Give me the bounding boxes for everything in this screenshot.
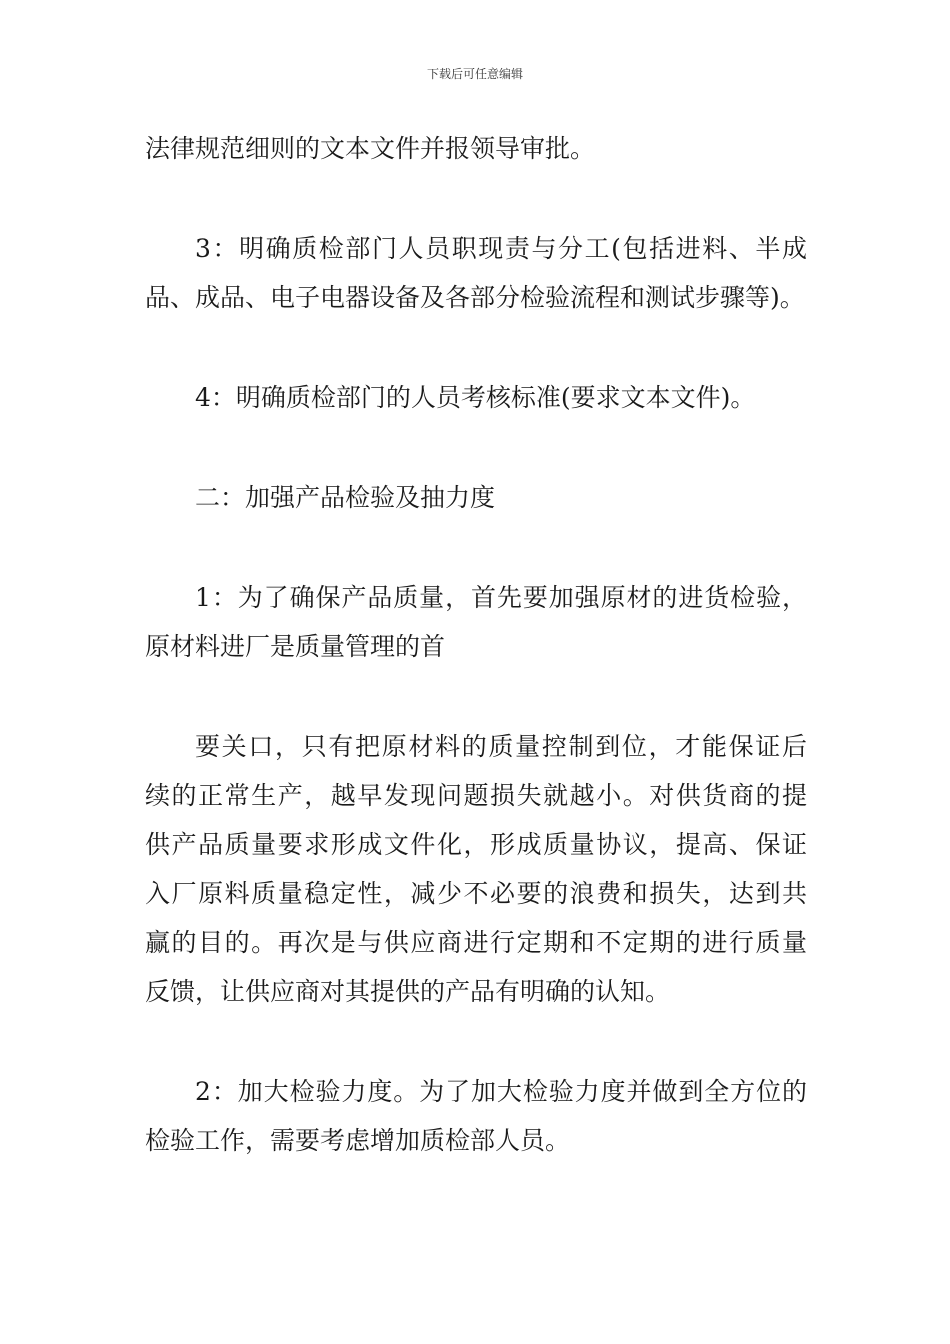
paragraph-line: 4：明确质检部门的人员考核标准(要求文本文件)。 xyxy=(195,383,756,412)
paragraph-item-2 xyxy=(145,1067,807,1165)
paragraph-line: 1：为了确保产品质量，首先要加强原材的进货检验， xyxy=(195,583,807,612)
paragraph-line: 反馈，让供应商对其提供的产品有明确的认知。 xyxy=(145,977,671,1006)
paragraph-line: 要关口，只有把原材料的质量控制到位，才能保证后 xyxy=(195,732,807,761)
paragraph-line: 续的正常生产，越早发现问题损失就越小。对供货商的提 xyxy=(145,781,807,810)
paragraph-line: 检验工作，需要考虑增加质检部人员。 xyxy=(145,1126,571,1155)
paragraph-line: 法律规范细则的文本文件并报领导审批。 xyxy=(145,134,596,163)
paragraph-line: 2：加大检验力度。为了加大检验力度并做到全方位的 xyxy=(195,1077,807,1106)
paragraph-line: 二：加强产品检验及抽力度 xyxy=(195,483,496,512)
paragraph-supplier-control xyxy=(145,722,807,1016)
page-header: 下载后可任意编辑 xyxy=(426,67,523,81)
paragraph-line: 入厂原料质量稳定性，减少不必要的浪费和损失，达到共 xyxy=(145,879,807,908)
paragraph-line: 原材料进厂是质量管理的首 xyxy=(145,632,446,661)
paragraph-item-4 xyxy=(145,373,807,422)
paragraph-line: 3：明确质检部门人员职现责与分工(包括进料、半成 xyxy=(195,234,807,263)
paragraph-line: 供产品质量要求形成文件化，形成质量协议，提高、保证 xyxy=(145,830,807,859)
document-body xyxy=(145,124,807,1165)
paragraph-approval xyxy=(145,124,807,173)
paragraph-item-1 xyxy=(145,573,807,671)
section-heading-two xyxy=(145,473,807,522)
paragraph-line: 品、成品、电子电器设备及各部分检验流程和测试步骤等)。 xyxy=(145,283,805,312)
paragraph-item-3 xyxy=(145,224,807,322)
paragraph-line: 赢的目的。再次是与供应商进行定期和不定期的进行质量 xyxy=(145,928,807,957)
